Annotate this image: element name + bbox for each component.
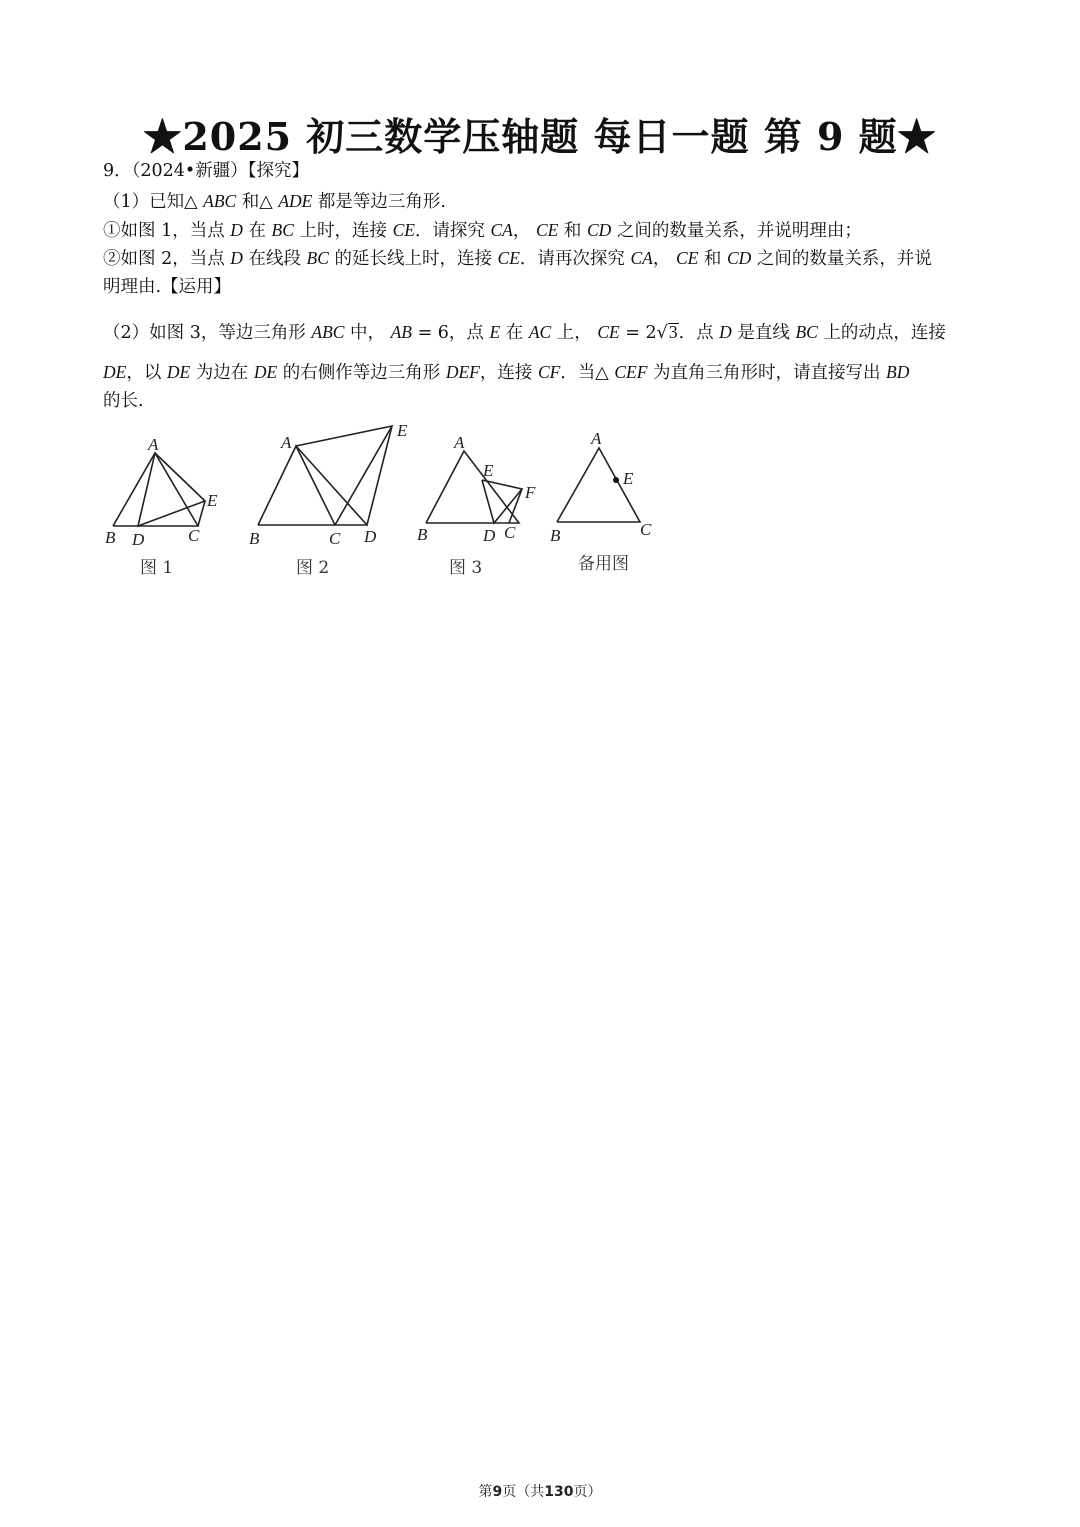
math-symbol: BC — [271, 220, 294, 240]
label-c: C — [329, 529, 341, 548]
problem-part2-line3 — [103, 393, 983, 411]
figure-1 — [100, 428, 230, 583]
text-run: = 6，点 — [412, 323, 490, 343]
math-symbol: AC — [528, 322, 552, 342]
math-symbol: BD — [886, 362, 910, 382]
text-run: 的延长线上时，连接 — [328, 249, 498, 269]
problem-part2-line2 — [103, 364, 983, 383]
math-symbol: ABC — [311, 322, 345, 342]
text-run: 为边在 — [190, 363, 254, 383]
math-symbol: DE — [253, 362, 278, 382]
figure-3-diagram — [412, 428, 547, 583]
figure-spare-diagram — [545, 428, 665, 583]
point-e — [613, 477, 619, 483]
label-f: F — [525, 483, 536, 502]
math-symbol: CA — [630, 248, 653, 268]
math-symbol: DEF — [445, 362, 480, 382]
footer-total-pages: 130 — [544, 1484, 574, 1500]
label-e: E — [207, 491, 218, 510]
footer-middle: 页（共 — [502, 1484, 545, 1500]
math-symbol: D — [230, 220, 243, 240]
label-b: B — [550, 526, 561, 545]
text-run: 和△ — [236, 192, 279, 212]
text-run: 为直角三角形时，请直接写出 — [647, 363, 887, 383]
text-run: 上， — [551, 323, 598, 343]
math-symbol: BC — [795, 322, 818, 342]
label-c: C — [188, 526, 200, 545]
math-symbol: CE — [497, 248, 520, 268]
text-run: 之间的数量关系，并说 — [751, 249, 932, 269]
math-symbol: CE — [675, 248, 699, 268]
label-e: E — [623, 469, 634, 488]
math-symbol: DE — [103, 362, 127, 382]
footer-prefix: 第 — [478, 1484, 493, 1500]
math-symbol: CEF — [614, 362, 648, 382]
square-root — [657, 323, 679, 343]
figure-1-caption: 图 1 — [140, 558, 174, 578]
math-symbol: DE — [166, 362, 191, 382]
text-run: ， — [512, 221, 536, 241]
problem-header: 9．（2024•新疆）【探究】 — [103, 161, 309, 181]
figure-1-diagram — [100, 428, 230, 583]
label-a: A — [281, 433, 292, 452]
text-run: 在 — [242, 221, 272, 241]
text-run: = 2 — [619, 323, 657, 343]
math-symbol: CE — [597, 322, 620, 342]
label-b: B — [249, 529, 260, 548]
triangle-abc — [426, 451, 519, 523]
text-run: 中， — [344, 323, 391, 343]
text-run: ，连接 — [479, 363, 538, 383]
math-symbol: CF — [537, 362, 561, 382]
text-run: ．请探究 — [414, 221, 491, 241]
problem-part1-question1 — [103, 222, 983, 241]
text-run: 都是等边三角形. — [312, 192, 446, 212]
text-run: 之间的数量关系，并说明理由； — [611, 221, 862, 241]
radicand: 3 — [668, 322, 678, 342]
figure-2 — [244, 420, 419, 580]
math-symbol: AB — [390, 322, 412, 342]
math-symbol: D — [719, 322, 732, 342]
text-run: 的右侧作等边三角形 — [277, 363, 446, 383]
math-symbol: CD — [726, 248, 752, 268]
segment-ce — [198, 501, 205, 526]
text-run: 和 — [698, 249, 727, 269]
problem-part1-question2-line2 — [103, 279, 983, 297]
text-run: 在 — [500, 323, 529, 343]
label-e: E — [397, 421, 408, 440]
math-symbol: E — [489, 322, 501, 342]
segment-ce — [335, 426, 392, 525]
math-symbol: D — [230, 248, 243, 268]
math-symbol: ADE — [278, 191, 313, 211]
radical-sign-icon: √ — [656, 323, 668, 343]
text-run: 是直线 — [731, 323, 796, 343]
text-run: 的长. — [103, 391, 144, 411]
label-b: B — [417, 525, 428, 544]
text-run: ．点 — [678, 323, 720, 343]
text-run: 和 — [558, 221, 587, 241]
page-footer — [0, 1481, 1080, 1501]
text-run: ， — [652, 249, 676, 269]
problem-part1-question2-line1 — [103, 250, 983, 269]
label-c: C — [640, 520, 652, 539]
math-symbol: CE — [535, 220, 559, 240]
figure-3 — [412, 428, 547, 583]
text-run: 明理由.【运用】 — [103, 277, 232, 297]
math-symbol: BC — [306, 248, 329, 268]
math-symbol: ABC — [203, 191, 237, 211]
math-symbol: CE — [392, 220, 415, 240]
triangle-abc — [258, 446, 335, 525]
text-run: ．当△ — [560, 363, 615, 383]
label-e: E — [483, 461, 494, 480]
text-run: 上的动点，连接 — [817, 323, 946, 343]
math-symbol: CA — [490, 220, 513, 240]
label-a: A — [591, 429, 602, 448]
text-run: ②如图 2，当点 — [103, 249, 231, 269]
text-run: ①如图 1，当点 — [103, 221, 231, 241]
text-run: （1）已知△ — [103, 192, 204, 212]
figure-2-caption: 图 2 — [296, 558, 330, 578]
figure-2-diagram — [244, 420, 419, 580]
label-d: D — [132, 530, 145, 549]
math-symbol: CD — [586, 220, 612, 240]
label-d: D — [364, 527, 377, 546]
text-run: 上时，连接 — [293, 221, 393, 241]
footer-page-number: 9 — [492, 1484, 503, 1500]
text-run: （2）如图 3，等边三角形 — [103, 323, 312, 343]
problem-part2-line1 — [103, 323, 983, 343]
figure-spare-caption: 备用图 — [578, 554, 629, 574]
text-run: ，以 — [126, 363, 167, 383]
problem-part1-intro — [103, 193, 983, 212]
figure-spare — [545, 428, 665, 583]
page-title: ★2025 初三数学压轴题 每日一题 第 9 题★ — [143, 114, 937, 159]
label-b: B — [105, 528, 116, 547]
label-d: D — [483, 526, 496, 545]
figure-3-caption: 图 3 — [449, 558, 483, 578]
triangle-abc — [113, 453, 198, 526]
label-c: C — [504, 523, 516, 542]
text-run: 在线段 — [242, 249, 307, 269]
text-run: ．请再次探究 — [519, 249, 631, 269]
label-a: A — [454, 433, 465, 452]
label-a: A — [148, 435, 159, 454]
footer-suffix: 页） — [573, 1484, 602, 1500]
